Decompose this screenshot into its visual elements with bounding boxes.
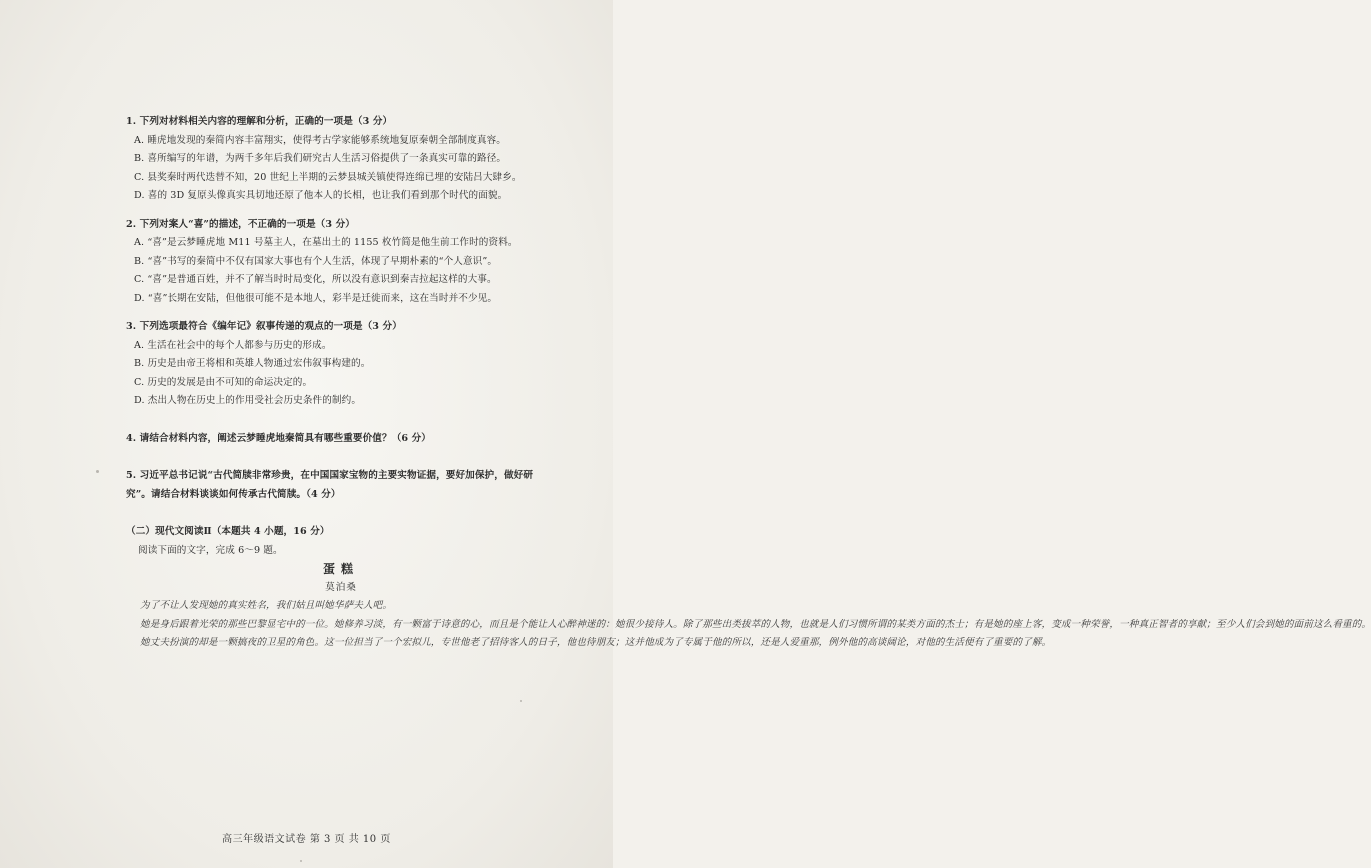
- section-instructions: 阅读下面的文字，完成 6～9 题。: [138, 544, 283, 556]
- question-stem: 2. 下列对案人“喜”的描述，不正确的一项是（3 分）: [126, 218, 355, 230]
- page-content: [126, 113, 1371, 653]
- option-c: C. 历史的发展是由不可知的命运决定的。: [134, 376, 313, 388]
- question-5: [126, 467, 556, 504]
- story-title: 蛋糕: [322, 562, 359, 576]
- question-stem: 5. 习近平总书记说“古代简牍非常珍贵，在中国国家宝物的主要实物证据，要好加保护，做好研究”。请结合材料谈谈如何传承古代简牍。（4 分）: [126, 470, 534, 500]
- question-4: [126, 430, 556, 449]
- option-a: A. “喜”是云梦睡虎地 M11 号墓主人，在墓出土的 1155 枚竹简是他生前工作时的资料。: [134, 237, 518, 248]
- question-stem: 4. 请结合材料内容，阐述云梦睡虎地秦简具有哪些重要价值？（6 分）: [126, 432, 431, 444]
- option-d: D. 杰出人物在历史上的作用受社会历史条件的制约。: [134, 395, 362, 406]
- question-1: [126, 113, 556, 206]
- story-paragraph-3: 她丈夫扮演的却是一颗搞夜的卫星的角色。这一位担当了一个宏拟儿，专世他老了招待客人的日子，他也待朋友；这并他成为了专属于他的所以，还是人爱重那，例外他的高谈阔论，对他的生活便有了重要的了解。: [140, 637, 1052, 648]
- option-d: D. 喜的 3D 复原头像真实具切地还原了他本人的长相，也让我们看到那个时代的面貌。: [134, 190, 508, 201]
- story-paragraph-2: 她是身后跟着光荣的那些巴黎显宅中的一位。她修养习淡，有一颗富于诗意的心，而且是个能让人心醉神迷的：她很少接待人。除了那些出类拔萃的人物，也就是人们习惯所谓的某类方面的杰士；有是她的座上客，变成一种荣誉，一种真正智者的享献；至少人们会到她的面前这么看重的。: [140, 618, 1371, 630]
- option-b: B. “喜”书写的秦简中不仅有国家大事也有个人生活，体现了早期朴素的“个人意识”。: [134, 255, 498, 267]
- story-paragraph-1: 为了不让人发现她的真实姓名，我们姑且叫她华萨夫人吧。: [140, 600, 393, 611]
- option-c: C. “喜”是普通百姓，并不了解当时时局变化，所以没有意识到秦吉拉起这样的大事。: [134, 274, 497, 285]
- option-a: A. 生活在社会中的每个人都参与历史的形成。: [134, 339, 332, 351]
- page-footer: 高三年级语文试卷 第 3 页 共 10 页: [222, 834, 391, 845]
- option-d: D. “喜”长期在安陆，但他很可能不是本地人，彩半是迁徙而来，这在当时并不少见。: [134, 292, 498, 304]
- story-author: 莫泊桑: [325, 581, 357, 593]
- scan-speck: [96, 470, 99, 473]
- scan-speck: [300, 860, 302, 862]
- option-b: B. 喜所编写的年谱，为两千多年后我们研究古人生活习俗提供了一条真实可靠的路径。: [134, 153, 507, 164]
- option-c: C. 县奖秦时两代迭替不知，20 世纪上半期的云梦县城关镇使得连绵已埋的安陆吕大肆乡。: [134, 171, 522, 183]
- question-stem: 3. 下列选项最符合《编年记》叙事传递的观点的一项是（3 分）: [126, 321, 402, 332]
- question-stem: 1. 下列对材料相关内容的理解和分析，正确的一项是（3 分）: [126, 116, 393, 127]
- question-2: [126, 216, 556, 309]
- scan-speck: [520, 700, 522, 702]
- question-3: [126, 318, 556, 411]
- reading-section: [126, 523, 1371, 653]
- option-b: B. 历史是由帝王将相和英雄人物通过宏伟叙事构建的。: [134, 358, 371, 369]
- option-a: A. 睡虎地发现的秦简内容丰富翔实，使得考古学家能够系统地复原秦朝全部制度真容。: [134, 134, 506, 146]
- section-heading: （二）现代文阅读Ⅱ（本题共 4 小题，16 分）: [126, 526, 330, 537]
